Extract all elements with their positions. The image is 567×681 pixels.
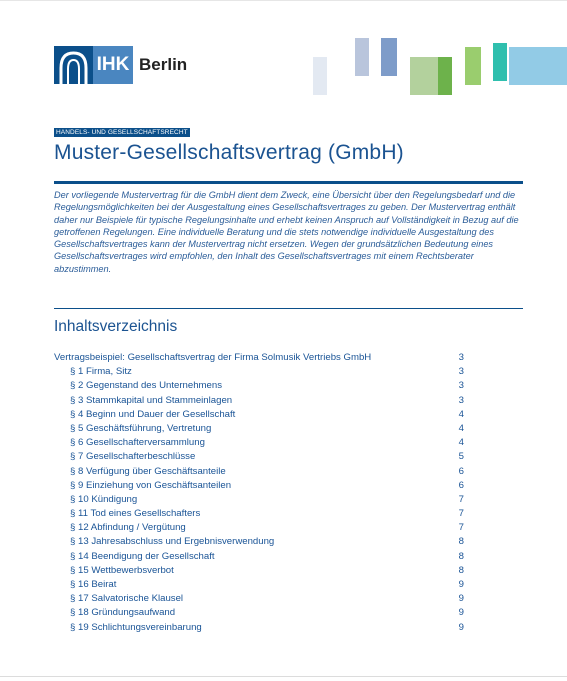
toc-entry-page: 8	[458, 550, 464, 562]
toc-entry-page: 4	[458, 408, 464, 420]
toc-entry-label: § 6 Gesellschafterversammlung	[70, 437, 205, 449]
toc-entry-label: § 9 Einziehung von Geschäftsanteilen	[70, 479, 232, 491]
toc-entry-page: 3	[458, 380, 464, 392]
document-title: Muster-Gesellschaftsvertrag (GmbH)	[54, 141, 404, 164]
toc-entry[interactable]	[54, 621, 464, 635]
toc-entry-page: 8	[458, 564, 464, 576]
toc-entry[interactable]	[54, 606, 464, 620]
ihk-berlin-logo	[54, 46, 187, 84]
toc-entry-label: § 3 Stammkapital und Stammeinlagen	[70, 394, 233, 406]
toc-entry[interactable]	[54, 535, 464, 549]
decor-bar	[355, 38, 369, 76]
toc-entry-label: § 2 Gegenstand des Unternehmens	[70, 380, 223, 392]
toc-entry-page: 6	[458, 465, 464, 477]
toc-entry-page: 3	[458, 366, 464, 378]
toc-heading: Inhaltsverzeichnis	[54, 318, 178, 335]
toc-entry[interactable]	[54, 422, 464, 436]
decor-bar	[410, 57, 438, 95]
bottom-divider	[0, 676, 567, 677]
toc-entry-label: § 19 Schlichtungsvereinbarung	[70, 621, 202, 633]
toc-entry-label: § 14 Beendigung der Gesellschaft	[70, 550, 215, 562]
decor-bar	[493, 43, 507, 81]
toc-entry-page: 9	[458, 607, 464, 619]
toc-entry-page: 3	[458, 352, 464, 363]
toc-entry-label: § 8 Verfügung über Geschäftsanteile	[70, 465, 226, 477]
toc-entry[interactable]	[54, 521, 464, 535]
toc-entry[interactable]	[54, 394, 464, 408]
decor-bar	[381, 38, 397, 76]
title-divider	[54, 181, 523, 184]
toc-entry-label: § 11 Tod eines Gesellschafters	[70, 508, 201, 520]
toc-entry-label: § 12 Abfindung / Vergütung	[70, 522, 186, 534]
toc-entry-main[interactable]	[54, 351, 464, 365]
toc-entry[interactable]	[54, 564, 464, 578]
toc-entry-label: § 10 Kündigung	[70, 493, 138, 505]
toc-entry-label: § 18 Gründungsaufwand	[70, 607, 176, 619]
toc-entry-page: 9	[458, 621, 464, 633]
toc-entry-page: 7	[458, 508, 464, 520]
toc-entry[interactable]	[54, 365, 464, 379]
toc-entry-page: 8	[458, 536, 464, 548]
toc-entry-label: § 4 Beginn und Dauer der Gesellschaft	[70, 408, 236, 420]
toc-entry-page: 7	[458, 493, 464, 505]
top-divider	[0, 0, 567, 1]
toc-entry[interactable]	[54, 493, 464, 507]
toc-entry[interactable]	[54, 436, 464, 450]
toc-entry-page: 9	[458, 579, 464, 590]
decor-bar	[509, 47, 567, 85]
decor-bar	[438, 57, 452, 95]
intro-paragraph: Der vorliegende Mustervertrag für die GmbH dient dem Zweck, eine Übersicht über den Regelungsbedarf und die Regelungsmöglichkeiten bei der Ausgestaltung eines Gesellschaftsvertrages zu geben. Der Mustervertrag enthält daher nur Beispiele für typische Regelungsinhalte und erhebt keinen Anspruch auf Vollständigkeit in Bezug auf die getroffenen Regelungen. Eine individuelle Beratung und die stets notwendige individuelle Ausgestaltung des Gesellschaftsvertrages kann der Mustervertrag nicht ersetzen. Wegen der grundsätzlichen Bedeutung eines Gesellschaftsvertrages wird empfohlen, den Inhalt des Gesellschaftsvertrages mit einem Rechtsberater abzustimmen.	[54, 190, 519, 274]
toc-entry-label: § 15 Wettbewerbsverbot	[70, 564, 174, 576]
toc-entry-label: § 1 Firma, Sitz	[70, 366, 132, 378]
toc-entry-page: 7	[458, 522, 464, 534]
toc-entry[interactable]	[54, 379, 464, 393]
toc-entry-page: 3	[458, 394, 464, 406]
logo-ihk-label: IHK	[93, 46, 133, 84]
table-of-contents	[54, 351, 464, 635]
intro-divider	[54, 308, 523, 309]
toc-entry-label: § 5 Geschäftsführung, Vertretung	[70, 422, 212, 434]
toc-entry[interactable]	[54, 507, 464, 521]
toc-entry-label: § 13 Jahresabschluss und Ergebnisverwendung	[70, 536, 275, 548]
toc-entry-label: Vertragsbeispiel: Gesellschaftsvertrag der Firma Solmusik Vertriebs GmbH	[54, 352, 372, 363]
logo-city-label: Berlin	[139, 55, 188, 74]
toc-entry[interactable]	[54, 479, 464, 493]
toc-entry-label: § 17 Salvatorische Klausel	[70, 593, 184, 605]
toc-entry[interactable]	[54, 465, 464, 479]
ihk-arch-icon	[54, 46, 93, 84]
toc-entry-page: 4	[458, 437, 464, 449]
toc-entry[interactable]	[54, 592, 464, 606]
section-tag: HANDELS- UND GESELLSCHAFTSRECHT	[56, 129, 188, 136]
toc-entry-label: § 7 Gesellschafterbeschlüsse	[70, 451, 196, 463]
toc-entry-label: § 16 Beirat	[70, 579, 117, 590]
toc-entry[interactable]	[54, 450, 464, 464]
toc-entry-page: 9	[458, 593, 464, 605]
toc-entry-page: 5	[458, 451, 464, 463]
decor-bar	[313, 57, 327, 95]
toc-entry[interactable]	[54, 578, 464, 592]
toc-entry-page: 6	[458, 479, 464, 491]
decor-bar	[465, 47, 481, 85]
toc-entry-page: 4	[458, 422, 464, 434]
toc-entry[interactable]	[54, 408, 464, 422]
toc-entry[interactable]	[54, 550, 464, 564]
